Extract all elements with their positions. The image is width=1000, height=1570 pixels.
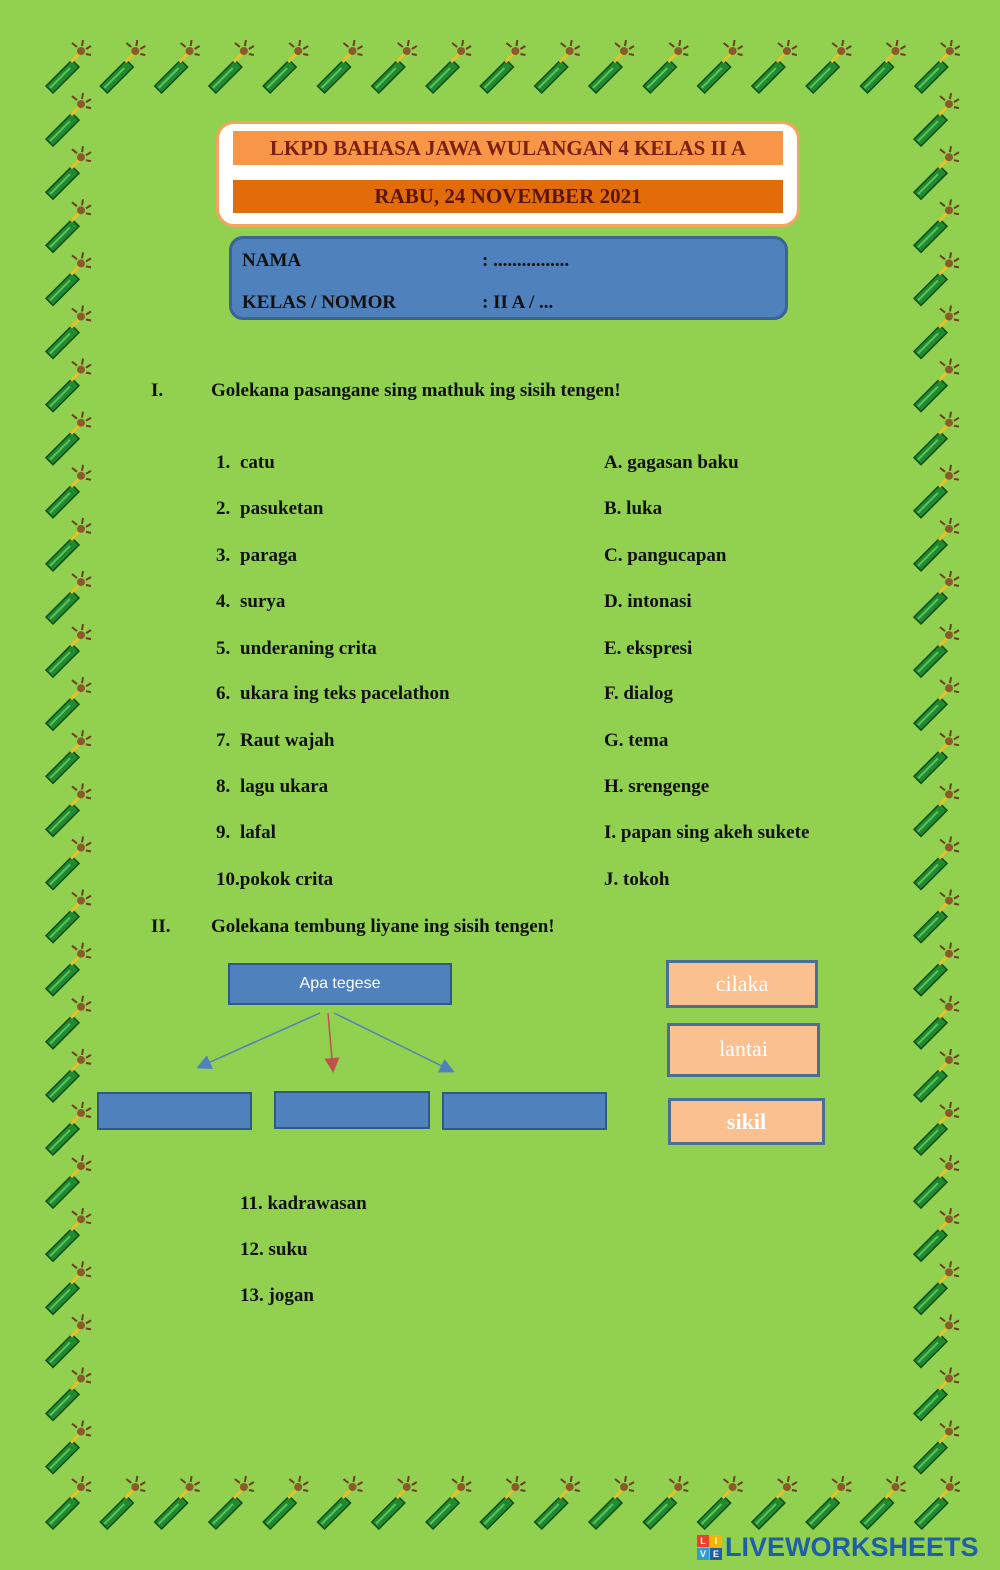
match-item [216, 822, 276, 844]
plant-border-icon [480, 40, 525, 93]
match-item-text: surya [240, 591, 286, 612]
plant-border-icon [426, 1476, 471, 1529]
plant-border-icon [914, 1049, 959, 1102]
plant-border-icon [46, 40, 91, 93]
plant-border-icon [46, 624, 91, 677]
plant-border-icon [861, 1476, 906, 1529]
answer-drop-box-2[interactable] [274, 1091, 430, 1129]
plant-border-icon [914, 1421, 959, 1474]
match-answer[interactable]: B. luka [604, 498, 663, 519]
match-item-number: 6. [216, 683, 231, 704]
plant-border-icon [914, 518, 959, 571]
worksheet-title: LKPD BAHASA JAWA WULANGAN 4 KELAS II A [233, 131, 783, 165]
plant-border-icon [46, 465, 91, 518]
arrow-middle [328, 1013, 333, 1070]
plant-border-icon [46, 1208, 91, 1261]
plant-border-icon [914, 359, 959, 412]
option-chip-cilaka[interactable]: cilaka [666, 960, 818, 1008]
match-item-number: 1. [216, 452, 231, 473]
plant-border-icon [46, 890, 91, 943]
match-item [216, 591, 285, 613]
match-item-number: 9. [216, 822, 231, 843]
match-item [216, 452, 275, 474]
class-label: KELAS / NOMOR [242, 292, 397, 313]
word-item: 12. suku [240, 1239, 308, 1260]
match-answer[interactable]: G. tema [604, 730, 669, 751]
question-box: Apa tegese [228, 963, 452, 1005]
plant-border-icon [372, 40, 417, 93]
match-answer[interactable]: I. papan sing akeh sukete [604, 822, 810, 843]
plant-border-icon [914, 465, 959, 518]
match-item [216, 498, 323, 520]
match-item-text: Raut wajah [240, 730, 335, 751]
match-answer[interactable]: F. dialog [604, 683, 673, 704]
plant-border-icon [46, 837, 91, 890]
match-item-number: 2. [216, 498, 231, 519]
match-answer[interactable]: C. pangucapan [604, 545, 727, 566]
match-item-text: pokok crita [239, 869, 334, 890]
plant-border-icon [46, 730, 91, 783]
plant-border-icon [372, 1476, 417, 1529]
plant-border-icon [914, 252, 959, 305]
plant-border-icon [46, 1368, 91, 1421]
plant-border-icon [914, 412, 959, 465]
plant-border-icon [46, 1421, 91, 1474]
match-item [216, 545, 297, 567]
plant-border-icon [914, 730, 959, 783]
plant-border-icon [914, 677, 959, 730]
match-item-number: 7. [216, 730, 231, 751]
plant-border-icon [426, 40, 471, 93]
match-answer[interactable]: E. ekspresi [604, 638, 693, 659]
plant-border-icon [914, 1314, 959, 1367]
plant-border-icon [155, 1476, 200, 1529]
plant-border-icon [46, 996, 91, 1049]
word-item: 13. jogan [240, 1285, 314, 1306]
section-2-instruction: Golekana tembung liyane ing sisih tengen! [211, 916, 555, 937]
plant-border-icon [46, 1155, 91, 1208]
match-item-text: underaning crita [240, 638, 377, 659]
match-answer[interactable]: J. tokoh [604, 869, 670, 890]
plant-border-icon [806, 40, 851, 93]
logo-mark-letter: V [697, 1548, 709, 1560]
plant-border-icon [914, 837, 959, 890]
logo-text: LIVEWORKSHEETS [725, 1531, 979, 1562]
match-item-number: 8. [216, 776, 231, 797]
logo-mark-letter: L [697, 1535, 709, 1547]
match-item [216, 869, 333, 891]
logo-mark-icon [697, 1535, 722, 1560]
plant-border-icon [914, 93, 959, 146]
match-item [216, 776, 328, 798]
plant-border-icon [915, 1476, 960, 1529]
plant-border-icon [643, 1476, 688, 1529]
plant-border-icon [46, 943, 91, 996]
match-item-text: lafal [240, 822, 276, 843]
plant-border-icon [914, 306, 959, 359]
match-item [216, 638, 377, 660]
match-item-number: 5. [216, 638, 231, 659]
word-item: 11. kadrawasan [240, 1193, 367, 1214]
plant-border-icon [46, 783, 91, 836]
worksheet-date: RABU, 24 NOVEMBER 2021 [233, 180, 783, 213]
plant-border-icon [914, 1155, 959, 1208]
plant-border-icon [752, 40, 797, 93]
plant-border-icon [46, 412, 91, 465]
plant-border-icon [46, 93, 91, 146]
plant-border-icon [480, 1476, 525, 1529]
plant-border-icon [46, 359, 91, 412]
plant-border-icon [914, 146, 959, 199]
match-item-number: 10. [216, 869, 240, 890]
plant-border-icon [46, 518, 91, 571]
option-chip-sikil[interactable]: sikil [668, 1098, 825, 1145]
match-item [216, 730, 334, 752]
plant-border-icon [698, 40, 743, 93]
plant-border-icon [209, 40, 254, 93]
match-item-text: catu [240, 452, 275, 473]
plant-border-icon [589, 1476, 634, 1529]
plant-border-icon [914, 199, 959, 252]
plant-border-icon [46, 1314, 91, 1367]
match-item-text: paraga [240, 545, 297, 566]
section-1-number: I. [151, 380, 164, 401]
plant-border-icon [46, 1476, 91, 1529]
plant-border-icon [100, 40, 145, 93]
logo-mark-letter: E [710, 1548, 722, 1560]
logo-mark-letter: I [710, 1535, 722, 1547]
arrow-right [334, 1013, 452, 1071]
plant-border-icon [318, 40, 363, 93]
plant-border-icon [915, 40, 960, 93]
plant-border-icon [46, 571, 91, 624]
plant-border-icon [914, 1368, 959, 1421]
match-answer[interactable]: H. srengenge [604, 776, 710, 797]
class-field[interactable]: : II A / ... [482, 292, 554, 313]
plant-border-icon [46, 306, 91, 359]
answer-drop-box-1[interactable] [97, 1092, 252, 1130]
plant-border-icon [46, 199, 91, 252]
match-item-text: pasuketan [240, 498, 324, 519]
match-item-number: 3. [216, 545, 231, 566]
section-2-number: II. [151, 916, 171, 937]
name-field[interactable]: : ................ [482, 250, 570, 271]
plant-border-icon [914, 996, 959, 1049]
arrow-left [199, 1013, 320, 1067]
match-item-text: lagu ukara [240, 776, 329, 797]
plant-border-icon [535, 1476, 580, 1529]
plant-border-icon [46, 1049, 91, 1102]
plant-border-icon [914, 1261, 959, 1314]
plant-border-icon [100, 1476, 145, 1529]
plant-border-icon [46, 677, 91, 730]
plant-border-icon [752, 1476, 797, 1529]
answer-drop-box-3[interactable] [442, 1092, 607, 1130]
plant-border-icon [46, 1261, 91, 1314]
plant-border-icon [46, 1102, 91, 1155]
plant-border-icon [155, 40, 200, 93]
plant-border-icon [209, 1476, 254, 1529]
plant-border-icon [643, 40, 688, 93]
option-chip-lantai[interactable]: lantai [667, 1023, 820, 1077]
plant-border-icon [861, 40, 906, 93]
plant-border-icon [914, 783, 959, 836]
plant-border-icon [589, 40, 634, 93]
liveworksheets-logo [697, 1530, 979, 1564]
match-item-text: ukara ing teks pacelathon [240, 683, 450, 704]
plant-border-icon [914, 1102, 959, 1155]
plant-border-icon [914, 1208, 959, 1261]
plant-border-icon [46, 252, 91, 305]
name-label: NAMA [242, 250, 302, 271]
plant-border-icon [263, 1476, 308, 1529]
plant-border-icon [535, 40, 580, 93]
plant-border-icon [914, 943, 959, 996]
plant-border-icon [263, 40, 308, 93]
plant-border-icon [914, 624, 959, 677]
match-item-number: 4. [216, 591, 231, 612]
plant-border-icon [318, 1476, 363, 1529]
plant-border-icon [698, 1476, 743, 1529]
section-1-instruction: Golekana pasangane sing mathuk ing sisih tengen! [211, 380, 621, 401]
match-item [216, 683, 450, 705]
plant-border-icon [914, 571, 959, 624]
match-answer[interactable]: D. intonasi [604, 591, 692, 612]
match-answer[interactable]: A. gagasan baku [604, 452, 739, 473]
plant-border-icon [46, 146, 91, 199]
plant-border-icon [806, 1476, 851, 1529]
plant-border-icon [914, 890, 959, 943]
